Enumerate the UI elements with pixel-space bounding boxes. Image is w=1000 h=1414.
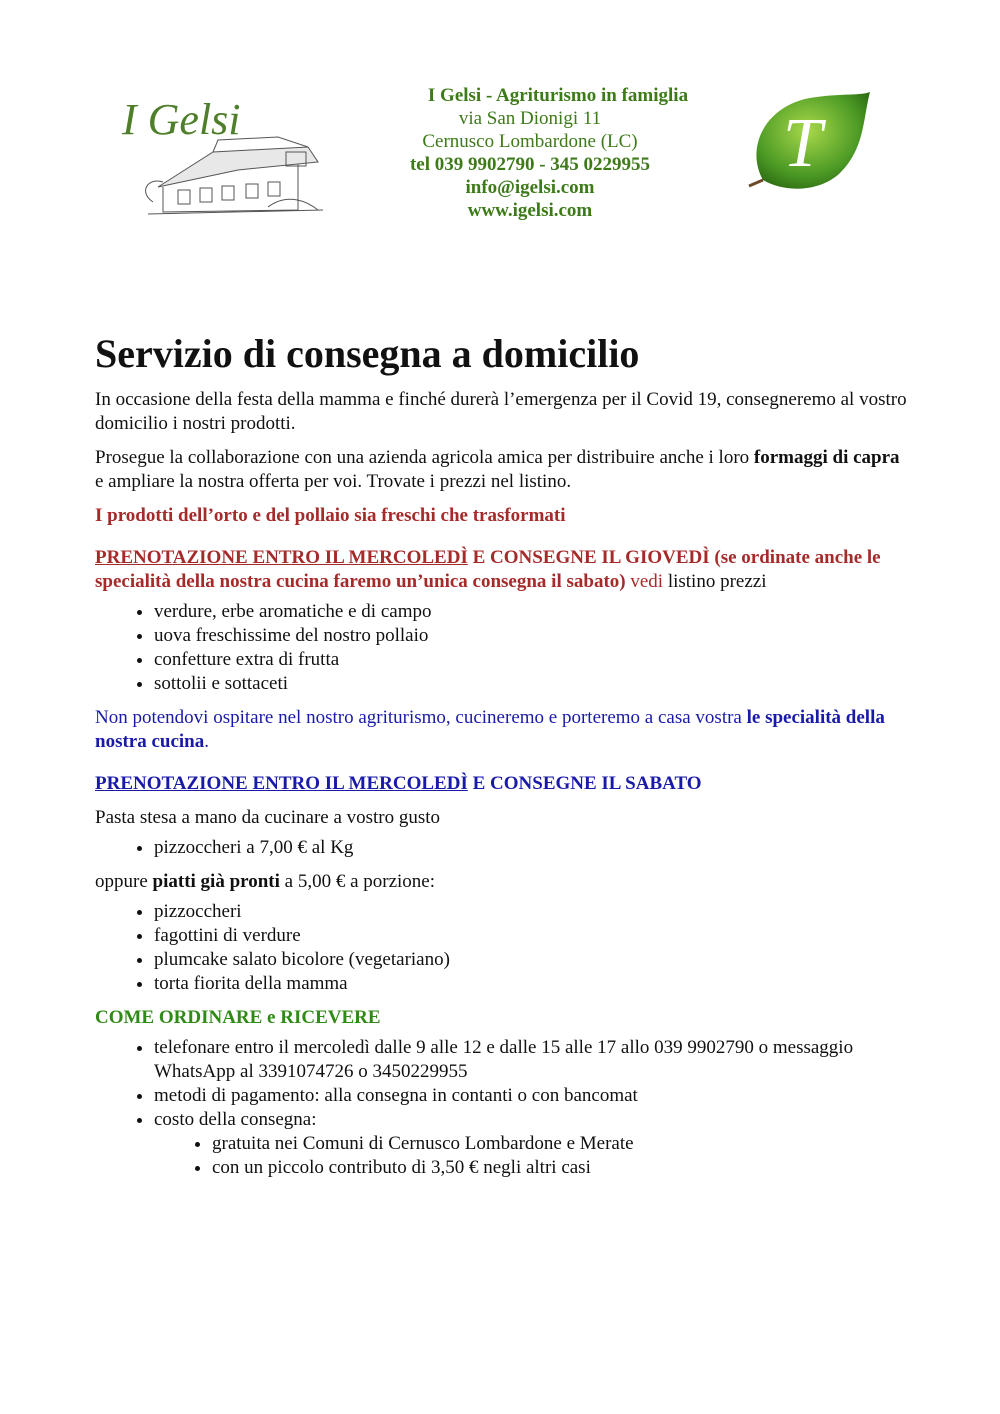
orto-list [95, 600, 910, 696]
orto-heading: I prodotti dell’orto e del pollaio sia freschi che trasformati [95, 505, 566, 526]
farm-name: I Gelsi - Agriturismo in famiglia [427, 85, 689, 106]
city: Cernusco Lombardone (LC) [422, 131, 638, 152]
document-body [95, 330, 910, 1180]
list-item: • gratuita nei Comuni di Cernusco Lombardone e Merate [212, 1132, 910, 1156]
collab-paragraph [95, 446, 910, 494]
page-title: Servizio di consegna a domicilio [95, 331, 640, 376]
collab-bold: formaggi di capra [753, 447, 900, 468]
list-item: • torta fiorita della mamma [154, 972, 910, 996]
pasta-text: Pasta stesa a mano da cucinare a vostro gusto [95, 807, 441, 828]
piatti-bold: piatti già pronti [152, 871, 280, 892]
pasta-list [95, 836, 910, 860]
list-item: • fagottini di verdure [154, 924, 910, 948]
website-link[interactable]: www.igelsi.com [467, 200, 593, 221]
phone: tel 039 9902790 - 345 0229955 [409, 154, 651, 175]
cucina-end: . [204, 731, 209, 752]
orto-vedi: vedi [625, 571, 664, 592]
list-item: • sottolii e sottaceti [154, 672, 910, 696]
i-gelsi-logo [118, 92, 328, 222]
list-item: • con un piccolo contributo di 3,50 € negli altri casi [212, 1156, 910, 1180]
list-item [154, 1108, 910, 1180]
leaf-logo-letter: T [783, 105, 822, 182]
costo-list [154, 1132, 910, 1180]
leaf-icon [745, 88, 875, 198]
list-item: • telefonare entro il mercoledì dalle 9 alle 12 e dalle 15 alle 17 allo 039 9902790 o messaggio WhatsApp al 3391074726 o 3450229955 [154, 1036, 910, 1084]
ordinare-list [95, 1036, 910, 1180]
costo-label: costo della consegna: [154, 1109, 317, 1130]
cucina-bold: le specialità della nostra cucina [95, 707, 885, 752]
cucina-booking [95, 772, 910, 796]
address: via San Dionigi 11 [458, 108, 602, 129]
cucina-booking-rest: E CONSEGNE IL SABATO [467, 773, 702, 794]
email-link[interactable]: info@igelsi.com [465, 177, 595, 198]
cucina-booking-deadline: PRENOTAZIONE ENTRO IL MERCOLEDÌ [95, 773, 468, 794]
contact-block [370, 84, 690, 222]
logo-text: I Gelsi [122, 95, 241, 144]
list-item: • uova freschissime del nostro pollaio [154, 624, 910, 648]
list-item: • metodi di pagamento: alla consegna in contanti o con bancomat [154, 1084, 910, 1108]
farmhouse-sketch-icon [118, 92, 328, 222]
orto-booking-deadline: PRENOTAZIONE ENTRO IL MERCOLEDÌ [95, 547, 468, 568]
piatti-text-end: a 5,00 € a porzione: [279, 871, 436, 892]
piatti-list [95, 900, 910, 996]
list-item: • pizzoccheri [154, 900, 910, 924]
list-item: • pizzoccheri a 7,00 € al Kg [154, 836, 910, 860]
list-item: • plumcake salato bicolore (vegetariano) [154, 948, 910, 972]
list-item: • verdure, erbe aromatiche e di campo [154, 600, 910, 624]
ordinare-heading: COME ORDINARE e RICEVERE [95, 1007, 381, 1028]
collab-text-end: e ampliare la nostra offerta per voi. Trovate i prezzi nel listino. [95, 471, 572, 492]
letterhead [0, 0, 1000, 240]
list-item: • confetture extra di frutta [154, 648, 910, 672]
leaf-logo [745, 88, 875, 198]
orto-booking-rest: E CONSEGNE IL GIOVEDÌ (se ordinate anche le specialità della nostra cucina faremo un’unica consegna il sabato) [95, 547, 881, 592]
piatti-text: oppure [95, 871, 153, 892]
orto-booking [95, 546, 910, 594]
cucina-text: Non potendovi ospitare nel nostro agriturismo, cucineremo e porteremo a casa vostra [95, 707, 747, 728]
intro-paragraph: In occasione della festa della mamma e finché durerà l’emergenza per il Covid 19, consegneremo al vostro domicilio i nostri prodotti. [95, 389, 907, 434]
listino-prezzi-link[interactable]: listino prezzi [663, 571, 767, 592]
piatti-paragraph [95, 870, 910, 894]
collab-text: Prosegue la collaborazione con una azienda agricola amica per distribuire anche i loro [95, 447, 754, 468]
cucina-paragraph [95, 706, 910, 754]
